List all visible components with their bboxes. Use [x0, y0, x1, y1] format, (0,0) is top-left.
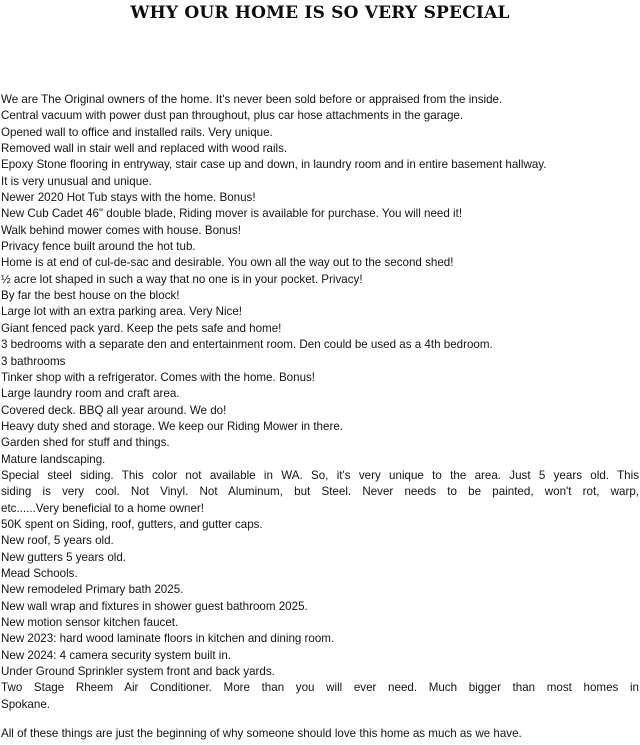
feature-line: Newer 2020 Hot Tub stays with the home. Bonus! — [1, 191, 256, 205]
feature-line: 50K spent on Siding, roof, gutters, and gutter caps. — [1, 517, 263, 531]
feature-line: New 2023: hard wood laminate floors in kitchen and dining room. — [1, 632, 335, 646]
feature-line: Under Ground Sprinkler system front and back yards. — [1, 665, 275, 679]
feature-line: Epoxy Stone flooring in entryway, stair case up and down, in laundry room and in entire basement hallway. — [1, 158, 547, 172]
feature-line: Large lot with an extra parking area. Very Nice! — [1, 305, 243, 319]
feature-line: New Cub Cadet 46" double blade, Riding mover is available for purchase. You will need it! — [1, 207, 463, 221]
feature-line: ½ acre lot shaped in such a way that no one is in your pocket. Privacy! — [1, 272, 363, 286]
feature-line: Heavy duty shed and storage. We keep our Riding Mower in there. — [1, 419, 343, 433]
page-title: WHY OUR HOME IS SO VERY SPECIAL — [130, 3, 510, 23]
feature-line: Large laundry room and craft area. — [1, 387, 180, 401]
feature-line: New 2024: 4 camera security system built in. — [1, 648, 232, 662]
feature-line: 3 bedrooms with a separate den and entertainment room. Den could be used as a 4th bedroom. — [1, 338, 493, 352]
feature-line: Two Stage Rheem Air Conditioner. More than you will ever need. Much bigger than most homes in — [1, 681, 639, 695]
feature-line: New wall wrap and fixtures in shower guest bathroom 2025. — [1, 599, 308, 613]
feature-line: Covered deck. BBQ all year around. We do! — [1, 403, 227, 417]
feature-line: Privacy fence built around the hot tub. — [1, 240, 196, 254]
feature-line: Tinker shop with a refrigerator. Comes with the home. Bonus! — [1, 370, 316, 384]
feature-line: Mead Schools. — [1, 566, 78, 580]
feature-line: Removed wall in stair well and replaced with wood rails. — [1, 142, 288, 156]
feature-line: We are The Original owners of the home. It's never been sold before or appraised from the inside. — [1, 93, 503, 106]
feature-list — [1, 92, 639, 713]
feature-line: etc......Very beneficial to a home owner! — [1, 501, 204, 515]
feature-line: Mature landscaping. — [1, 452, 106, 466]
feature-line: New motion sensor kitchen faucet. — [1, 616, 179, 629]
feature-line: Garden shed for stuff and things. — [1, 436, 170, 450]
feature-line: Spokane. — [1, 697, 50, 711]
feature-line: Walk behind mower comes with house. Bonus! — [1, 223, 241, 237]
feature-line: siding is very cool. Not Vinyl. Not Aluminum, but Steel. Never needs to be painted, won't rot, warp, — [1, 485, 639, 499]
feature-line: New remodeled Primary bath 2025. — [1, 583, 184, 597]
closing-statement: All of these things are just the beginning of why someone should love this home as much as we have. — [1, 727, 522, 740]
feature-line: Opened wall to office and installed rails. Very unique. — [1, 125, 273, 139]
feature-line: 3 bathrooms — [1, 354, 66, 368]
feature-line: Special steel siding. This color not available in WA. So, it's very unique to the area. Just 5 years old. This — [1, 468, 639, 482]
feature-line: Giant fenced pack yard. Keep the pets safe and home! — [1, 321, 282, 335]
feature-line: New roof, 5 years old. — [1, 534, 114, 548]
feature-line: Home is at end of cul-de-sac and desirable. You own all the way out to the second shed! — [1, 256, 454, 270]
feature-line: It is very unusual and unique. — [1, 174, 152, 188]
feature-line: By far the best house on the block! — [1, 289, 180, 303]
feature-line: Central vacuum with power dust pan throughout, plus car hose attachments in the garage. — [1, 109, 464, 123]
feature-line: New gutters 5 years old. — [1, 550, 127, 564]
